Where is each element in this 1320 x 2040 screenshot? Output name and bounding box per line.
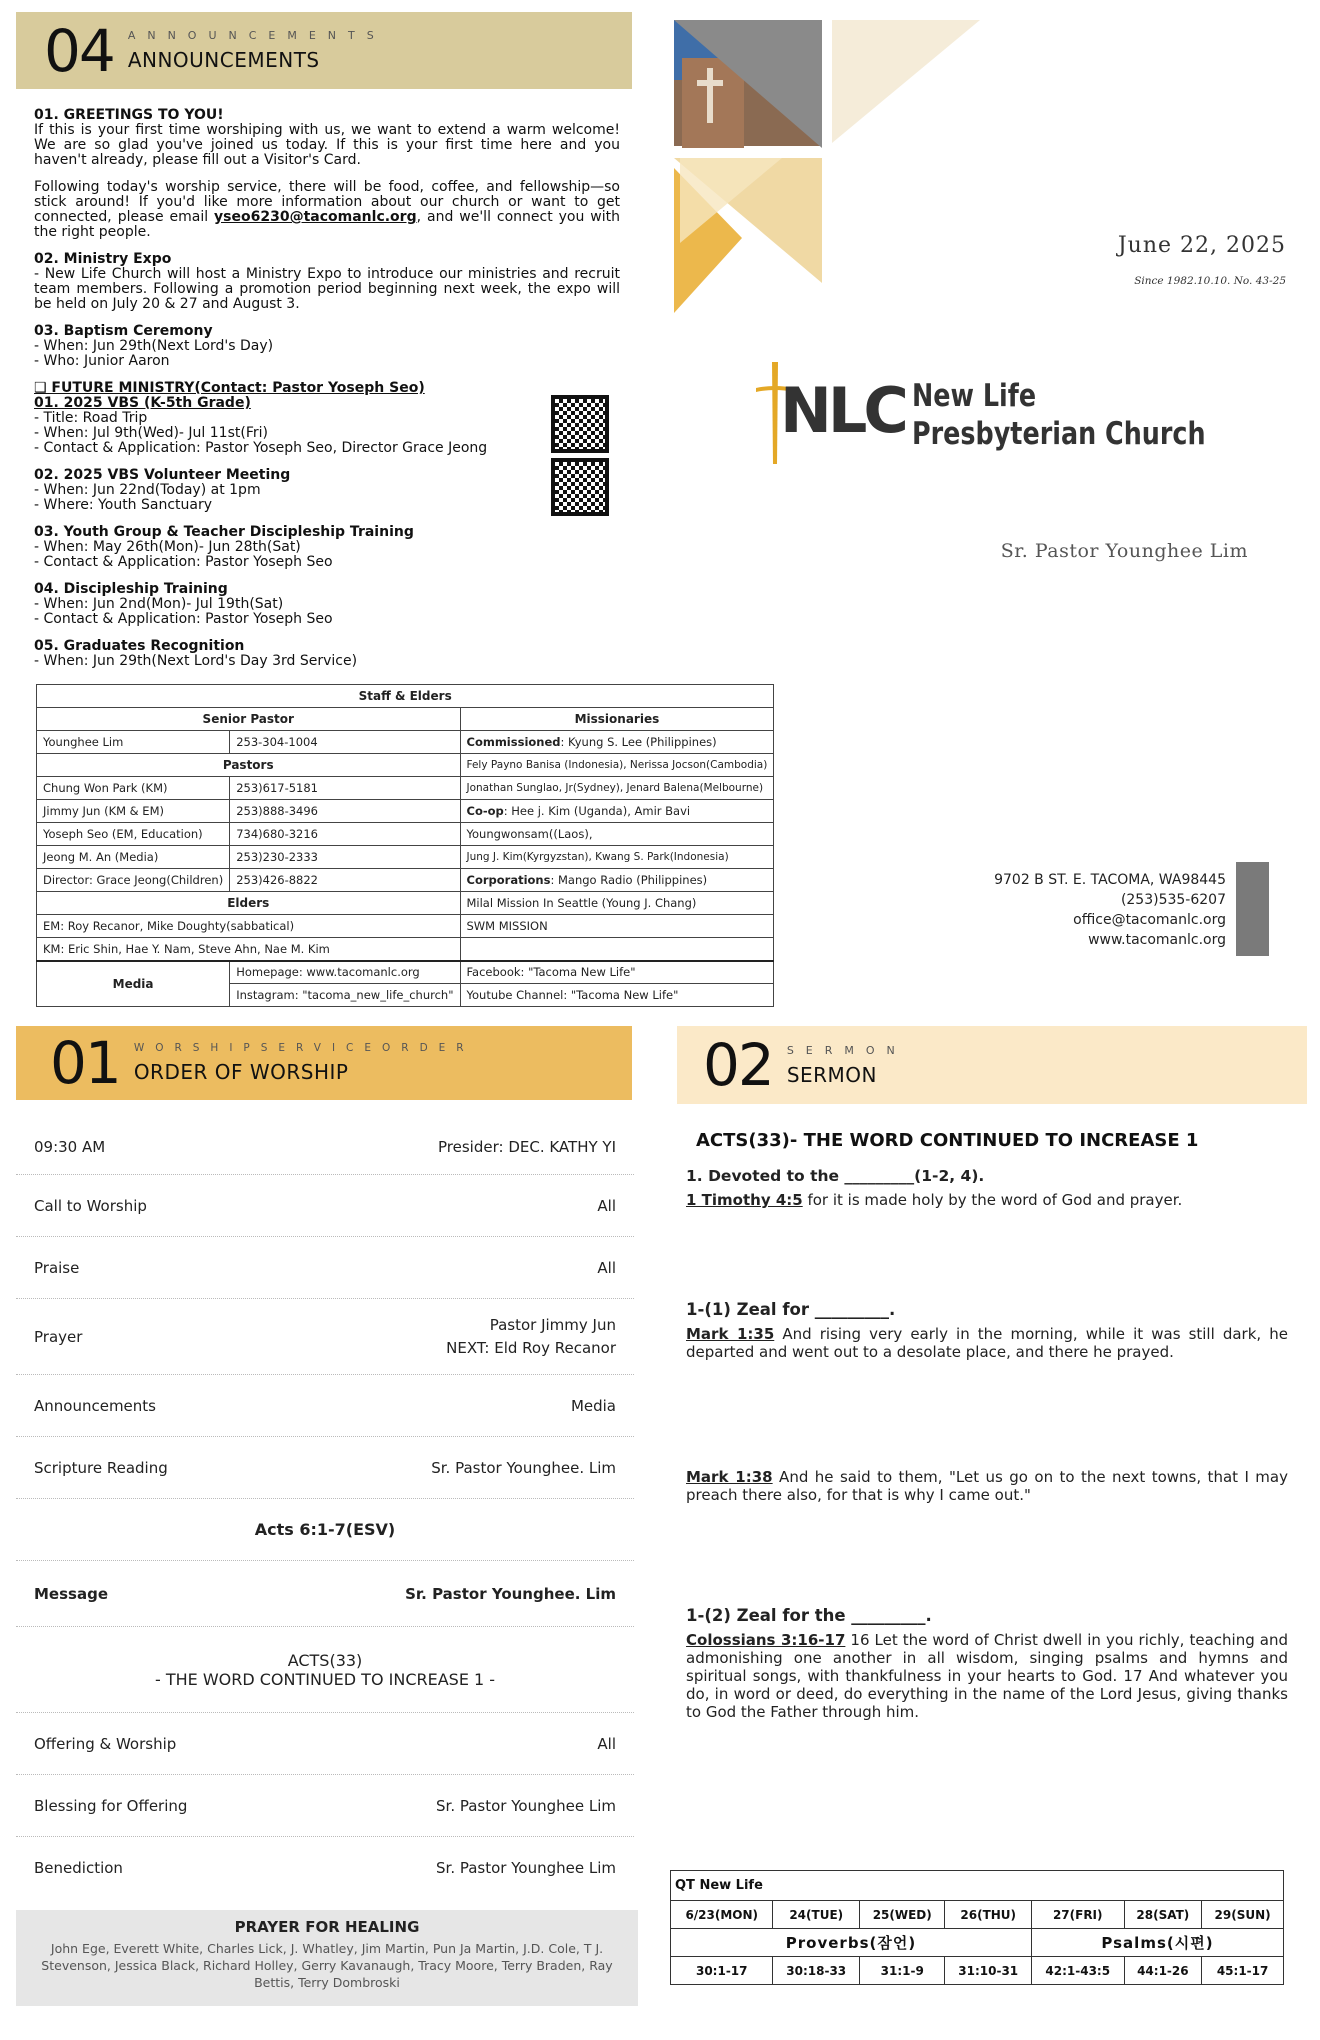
announcements-body	[34, 108, 620, 681]
elders-em: EM: Roy Recanor, Mike Doughty(sabbatical)	[37, 915, 461, 938]
qt-reading: 44:1-26	[1124, 1957, 1202, 1985]
worship-item-leader: Media	[570, 1396, 616, 1415]
worship-item-label: Offering & Worship	[34, 1734, 177, 1753]
worship-item-label: Announcements	[34, 1396, 156, 1415]
elders-km: KM: Eric Shin, Hae Y. Nam, Steve Ahn, Nae M. Kim	[37, 938, 461, 961]
missionary-cell: Co-op: Hee j. Kim (Uganda), Amir Bavi	[460, 800, 774, 823]
worship-item-leader: All	[597, 1734, 616, 1753]
staff-name: Yoseph Seo (EM, Education)	[37, 823, 230, 846]
worship-time-row	[16, 1120, 634, 1175]
instagram-link[interactable]: Instagram: "tacoma_new_life_church"	[230, 984, 460, 1007]
announcement-text: - Who: Junior Aaron	[34, 353, 170, 369]
staff-name: Younghee Lim	[37, 731, 230, 754]
worship-item-label: Benediction	[34, 1859, 123, 1877]
staff-table-title: Staff & Elders	[37, 685, 774, 708]
senior-pastor-header: Senior Pastor	[37, 708, 461, 731]
qt-book: Proverbs(잠언)	[671, 1929, 1032, 1957]
sermon-verse: Mark 1:38 And he said to them, "Let us go on to the next towns, that I may preach there also, for that is why I came out."	[686, 1468, 1288, 1504]
staff-name: Chung Won Park (KM)	[37, 777, 230, 800]
qt-day: 26(THU)	[945, 1901, 1032, 1929]
pastors-header: Pastors	[37, 754, 461, 777]
church-phone: (253)535-6207	[1120, 892, 1226, 908]
section-spaced-label: SERMON	[786, 1043, 907, 1057]
gray-accent-bar	[1236, 862, 1269, 956]
announcement-title: 01. 2025 VBS (K-5th Grade)	[34, 395, 251, 411]
elders-header: Elders	[37, 892, 461, 915]
worship-item-row	[16, 1713, 634, 1775]
bulletin-date: June 22, 2025	[1117, 233, 1286, 258]
worship-header	[16, 1026, 632, 1100]
contact-email-link[interactable]: yseo6230@tacomanlc.org	[214, 209, 417, 225]
church-photo-cross	[697, 80, 723, 86]
cover-geometric-art	[672, 18, 982, 318]
worship-item-label: Scripture Reading	[34, 1458, 168, 1477]
sermon-series: ACTS(33)	[287, 1650, 363, 1670]
prayer-title: PRAYER FOR HEALING	[234, 1918, 420, 1936]
service-time: 09:30 AM	[34, 1138, 106, 1156]
announcement-title: 04. Discipleship Training	[34, 581, 228, 597]
announcement-text: - When: Jun 2nd(Mon)- Jul 19th(Sat)	[34, 596, 284, 612]
qt-reading-table	[670, 1870, 1284, 1985]
announcement-text: - Where: Youth Sanctuary	[34, 497, 213, 513]
staff-phone: 253-304-1004	[230, 731, 460, 754]
sermon-point-title: 1. Devoted to the _________(1-2, 4).	[686, 1167, 985, 1185]
contact-info	[994, 870, 1226, 950]
church-name-line2: Presbyterian Church	[912, 416, 1206, 452]
missionary-cell: Commissioned: Kyung S. Lee (Philippines)	[460, 731, 774, 754]
section-spaced-label: ANNOUNCEMENTS	[127, 29, 386, 42]
media-label: Media	[37, 961, 230, 1007]
announcement-text: - Title: Road Trip	[34, 410, 148, 426]
missionary-cell: Corporations: Mango Radio (Philippines)	[460, 869, 774, 892]
church-name-line1: New Life	[912, 378, 1037, 414]
sermon-title: - THE WORD CONTINUED TO INCREASE 1 -	[154, 1669, 496, 1689]
missionary-cell: Jung J. Kim(Kyrgyzstan), Kwang S. Park(Indonesia)	[460, 846, 774, 869]
worship-item-row	[16, 1237, 634, 1299]
scripture-row	[16, 1499, 634, 1561]
worship-item-leader: Sr. Pastor Younghee. Lim	[405, 1584, 616, 1603]
homepage-link[interactable]: Homepage: www.tacomanlc.org	[230, 961, 460, 984]
qt-day: 25(WED)	[859, 1901, 944, 1929]
staff-name: Director: Grace Jeong(Children)	[37, 869, 230, 892]
worship-item-leader: Pastor Jimmy Jun	[489, 1315, 616, 1334]
announcement-text: - When: Jun 22nd(Today) at 1pm	[34, 482, 261, 498]
section-title: ORDER OF WORSHIP	[133, 1060, 349, 1084]
qr-code-icon[interactable]	[551, 458, 609, 516]
worship-item-label: Prayer	[34, 1327, 83, 1346]
qt-reading: 30:1-17	[671, 1957, 773, 1985]
announcement-title: 03. Youth Group & Teacher Discipleship Training	[34, 524, 414, 540]
sermon-heading: ACTS(33)- THE WORD CONTINUED TO INCREASE 1	[696, 1130, 1199, 1151]
staff-name: Jeong M. An (Media)	[37, 846, 230, 869]
announcement-text: - New Life Church will host a Ministry Expo to introduce our ministries and recruit team members. Following a promotion period beginning next week, the expo will be held on July 20 & 27 and August 3.	[34, 266, 620, 312]
announcement-text: If this is your first time worshiping with us, we want to extend a warm welcome! We are so glad you've joined us today. If this is your first time here and you haven't already, please fill out a Visitor's Card.	[34, 122, 620, 168]
staff-name: Jimmy Jun (KM & EM)	[37, 800, 230, 823]
section-number: 01	[50, 1029, 120, 1097]
worship-item-row	[16, 1175, 634, 1237]
worship-item-label: Praise	[34, 1258, 80, 1277]
sermon-verse: Mark 1:35 And rising very early in the morning, while it was still dark, he departed and went out to a desolate place, and there he prayed.	[686, 1325, 1288, 1361]
announcement-title: 05. Graduates Recognition	[34, 638, 245, 654]
worship-item-leader: All	[597, 1258, 616, 1277]
announcement-text: - When: May 26th(Mon)- Jun 28th(Sat)	[34, 539, 301, 555]
announcement-title: 02. Ministry Expo	[34, 251, 172, 267]
missionary-cell: Jonathan Sunglao, Jr(Sydney), Jenard Balena(Melbourne)	[460, 777, 774, 800]
worship-item-row	[16, 1437, 634, 1499]
sermon-notes	[686, 1300, 1288, 1361]
worship-item-leader: Sr. Pastor Younghee Lim	[436, 1859, 616, 1877]
missionary-cell: Milal Mission In Seattle (Young J. Chang)	[460, 892, 774, 915]
senior-pastor-name: Sr. Pastor Younghee Lim	[1000, 540, 1248, 562]
qt-title: QT New Life	[671, 1871, 1284, 1901]
announcement-text: - When: Jun 29th(Next Lord's Day)	[34, 338, 274, 354]
sermon-verse: 1 Timothy 4:5 for it is made holy by the word of God and prayer.	[686, 1191, 1183, 1209]
staff-phone: 253)426-8822	[230, 869, 460, 892]
announcement-text: - Contact & Application: Pastor Yoseph Seo	[34, 611, 333, 627]
sermon-header	[677, 1026, 1307, 1104]
facebook-link[interactable]: Facebook: "Tacoma New Life"	[460, 961, 774, 984]
future-ministry-title: ❑ FUTURE MINISTRY(Contact: Pastor Yoseph Seo)	[34, 380, 425, 396]
cream-triangle	[832, 20, 980, 143]
church-photo-cross	[707, 68, 713, 123]
staff-phone: 253)617-5181	[230, 777, 460, 800]
qt-reading: 31:1-9	[859, 1957, 944, 1985]
presider: Presider: DEC. KATHY YI	[438, 1138, 616, 1156]
church-address: 9702 B ST. E. TACOMA, WA98445	[994, 872, 1226, 888]
sermon-notes	[686, 1606, 1288, 1721]
announcement-text: - When: Jul 9th(Wed)- Jul 11st(Fri)	[34, 425, 268, 441]
missionaries-header: Missionaries	[460, 708, 774, 731]
announcement-text: Following today's worship service, there will be food, coffee, and fellowship—so stick around! If you'd like more information about our church or want to get connected, please email yseo6230@tacomanlc.org, and we'll connect you with the right people.	[34, 179, 620, 240]
worship-item-row	[16, 1837, 634, 1899]
section-spaced-label: WORSHIPSERVICEORDER	[133, 1042, 475, 1054]
staff-phone: 253)230-2333	[230, 846, 460, 869]
worship-item-leader: All	[597, 1196, 616, 1215]
message-row	[16, 1561, 634, 1627]
sermon-notes	[686, 1130, 1288, 1209]
since-issue-number: Since 1982.10.10. No. 43-25	[1134, 275, 1286, 287]
qt-reading: 30:18-33	[773, 1957, 860, 1985]
worship-item-row	[16, 1775, 634, 1837]
qt-day: 24(TUE)	[773, 1901, 860, 1929]
section-number: 04	[44, 16, 114, 85]
announcement-text: - Contact & Application: Pastor Yoseph Seo, Director Grace Jeong	[34, 440, 488, 456]
announcement-text: - When: Jun 29th(Next Lord's Day 3rd Service)	[34, 653, 358, 669]
prayer-names: John Ege, Everett White, Charles Lick, J. Whatley, Jim Martin, Pun Ja Martin, J.D. Cole, T J. Stevenson, Jessica Black, Richard Holley, Gerry Kavanaugh, Tracy Moore, Terry Braden, Ray Bettis, Terry Dombroski	[41, 1941, 613, 1990]
qt-day: 27(FRI)	[1031, 1901, 1124, 1929]
announcements-header	[16, 12, 632, 89]
church-email-link[interactable]: office@tacomanlc.org	[1073, 912, 1226, 928]
sermon-point-title: 1-(1) Zeal for _________.	[686, 1300, 896, 1319]
qt-day: 29(SUN)	[1202, 1901, 1284, 1929]
sermon-point-title: 1-(2) Zeal for the _________.	[686, 1606, 932, 1625]
qt-day: 6/23(MON)	[671, 1901, 773, 1929]
missionary-cell: Youngwonsam((Laos),	[460, 823, 774, 846]
qt-day: 28(SAT)	[1124, 1901, 1202, 1929]
worship-item-leader: Sr. Pastor Younghee. Lim	[431, 1458, 616, 1477]
staff-elders-table	[36, 684, 774, 1007]
logo-letters: NLC	[780, 374, 905, 447]
worship-item-row	[16, 1299, 634, 1375]
church-website-link[interactable]: www.tacomanlc.org	[1088, 932, 1226, 948]
section-number: 02	[703, 1031, 773, 1099]
missionary-cell: SWM MISSION	[460, 915, 774, 938]
prayer-for-healing-box	[16, 1910, 638, 2006]
sermon-title-row	[16, 1627, 634, 1713]
worship-item-row	[16, 1375, 634, 1437]
youtube-link[interactable]: Youtube Channel: "Tacoma New Life"	[460, 984, 774, 1007]
announcement-title: 02. 2025 VBS Volunteer Meeting	[34, 467, 291, 483]
church-logo	[750, 358, 1240, 468]
qt-reading: 45:1-17	[1202, 1957, 1284, 1985]
worship-item-next-leader: NEXT: Eld Roy Recanor	[446, 1338, 616, 1357]
qt-reading: 31:10-31	[945, 1957, 1032, 1985]
scripture-reference: Acts 6:1-7(ESV)	[254, 1520, 396, 1539]
staff-phone: 253)888-3496	[230, 800, 460, 823]
sermon-notes	[686, 1468, 1288, 1504]
announcement-title: 03. Baptism Ceremony	[34, 323, 213, 339]
announcement-title: 01. GREETINGS TO YOU!	[34, 107, 224, 123]
missionary-cell: Fely Payno Banisa (Indonesia), Nerissa Jocson(Cambodia)	[460, 754, 774, 777]
section-title: ANNOUNCEMENTS	[127, 48, 320, 72]
worship-item-leader: Sr. Pastor Younghee Lim	[436, 1796, 616, 1815]
section-title: SERMON	[786, 1062, 877, 1087]
worship-item-label: Blessing for Offering	[34, 1796, 188, 1815]
worship-item-label: Call to Worship	[34, 1196, 147, 1215]
qr-code-icon[interactable]	[551, 395, 609, 453]
sermon-verse: Colossians 3:16-17 16 Let the word of Christ dwell in you richly, teaching and admonishing one another in all wisdom, singing psalms and hymns and spiritual songs, with thankfulness in your hearts to God. 17 And whatever you do, in word or deed, do everything in the name of the Lord Jesus, giving thanks to God the Father through him.	[686, 1631, 1288, 1721]
qt-book: Psalms(시편)	[1031, 1929, 1283, 1957]
worship-item-label: Message	[34, 1584, 108, 1603]
qt-reading: 42:1-43:5	[1031, 1957, 1124, 1985]
announcement-text: - Contact & Application: Pastor Yoseph Seo	[34, 554, 333, 570]
staff-phone: 734)680-3216	[230, 823, 460, 846]
